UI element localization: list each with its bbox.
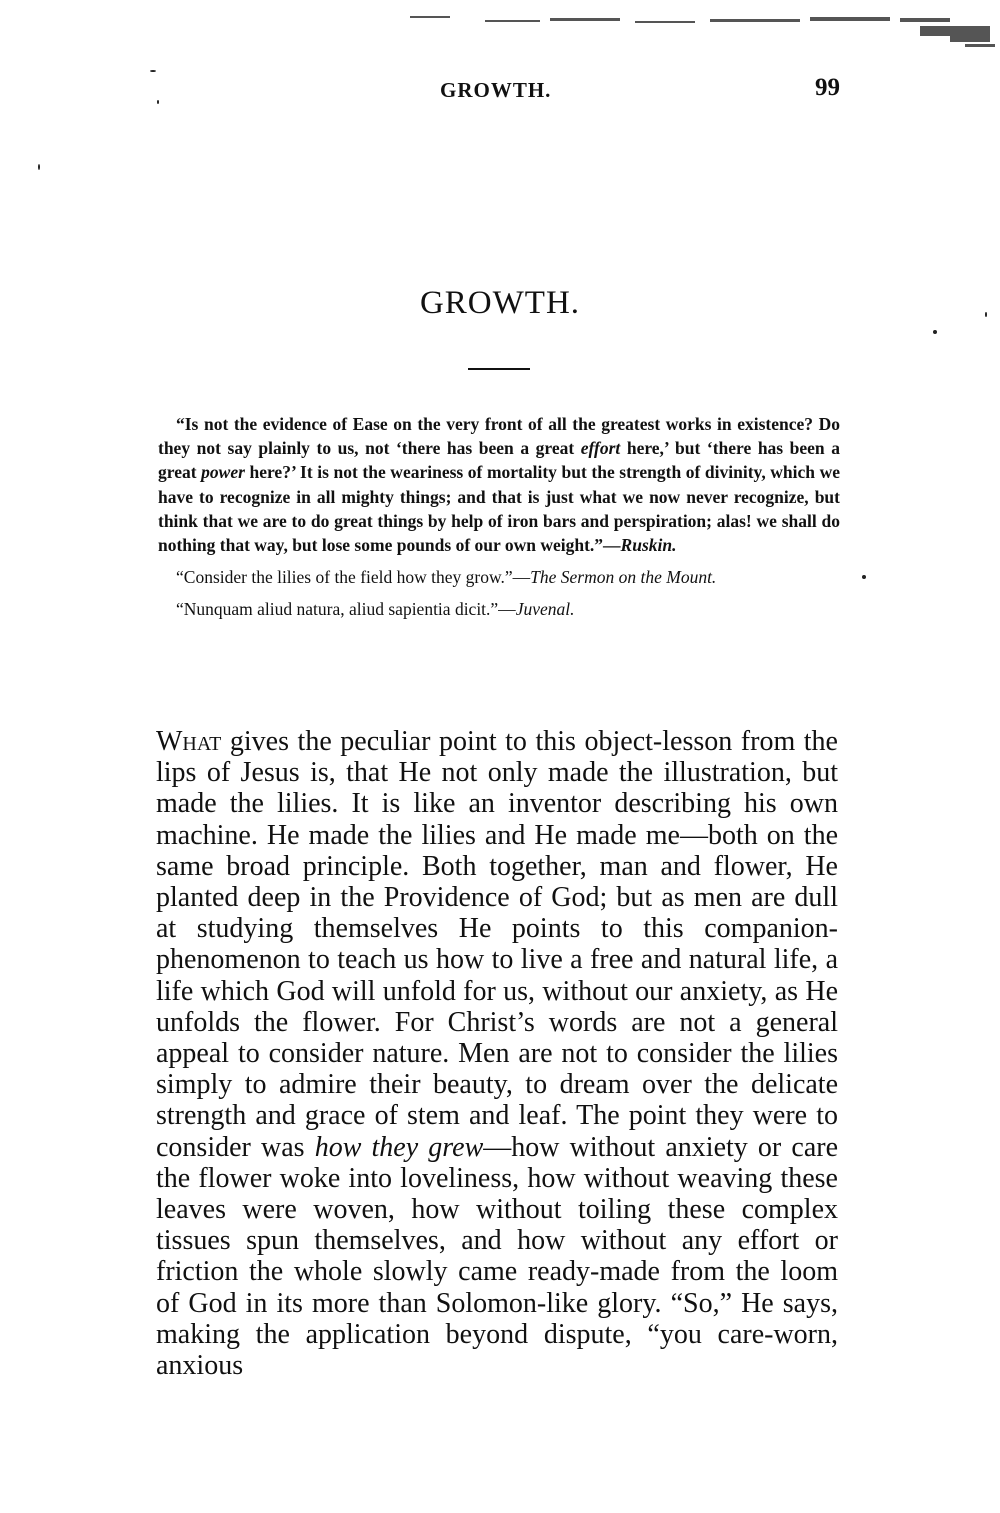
epigraph-sermon (158, 565, 840, 589)
chapter-title: GROWTH. (419, 285, 581, 321)
epigraph-emphasis: power (201, 462, 245, 483)
body-paragraph (156, 726, 838, 1381)
title-rule (468, 368, 530, 370)
body-text: —how without anxiety or care the flower woke into loveliness, how without weaving these leaves were woven, how without toiling these complex tissues spun themselves, and how without any effort or friction the whole slowly came ready-made from the loom of God in its more than Solomon-like glory. “So,” He says, making the application beyond dispute, “you care-worn, anxious (156, 1131, 838, 1382)
body-emphasis: how they grew (314, 1131, 484, 1163)
epigraph-attribution: Ruskin. (620, 535, 677, 556)
page-number: 99 (815, 74, 840, 101)
epigraph-text: “Is not the evidence of Ease on the very front of all the greatest works in existence? Do they not say plainly to us, not ‘there has been a great (158, 414, 840, 459)
epigraphs (158, 412, 840, 622)
running-head: GROWTH. (440, 78, 552, 102)
epigraph-text: “Nunquam aliud natura, aliud sapientia dicit.”— (176, 599, 516, 620)
speck (862, 575, 866, 579)
speck (157, 100, 159, 104)
speck (933, 330, 937, 334)
body-text: gives the peculiar point to this object-lesson from the lips of Jesus is, that He not only made the illustration, but made the lilies. It is like an inventor describing his own machine. He made the lilies and He made me—both on the same broad principle. Both together, man and flower, He planted deep in the Providence of God; but as men are dull at studying themselves He points to this companion-phenomenon to teach us how to live a free and natural life, a life which God will unfold for us, without our anxiety, as He unfolds the flower. For Christ’s words are not a general appeal to consider nature. Men are not to consider the lilies simply to admire their beauty, to dream over the delicate strength and grace of stem and leaf. The point they were to consider was (156, 726, 838, 1163)
epigraph-text: here?’ It is not the weariness of mortality but the strength of divinity, which we have to recognize in all mighty things; and that is just what we now never recognize, but think that we are to do great things by help of iron bars and perspiration; alas! we shall do nothing that way, but lose some pounds of our own weight.”— (158, 462, 841, 556)
lead-word: What (156, 726, 222, 757)
epigraph-attribution: Juvenal. (515, 599, 575, 620)
epigraph-ruskin (158, 412, 840, 557)
scan-artifact-top (390, 8, 1000, 48)
speck (150, 70, 156, 72)
epigraph-emphasis: effort (580, 438, 621, 459)
epigraph-text: “Consider the lilies of the field how they grow.”— (176, 567, 531, 588)
epigraph-juvenal (158, 597, 840, 621)
epigraph-attribution: The Sermon on the Mount. (530, 567, 717, 588)
epigraph-text: here,’ but ‘there has been a great (158, 438, 840, 483)
speck (38, 164, 40, 170)
speck (985, 312, 987, 317)
